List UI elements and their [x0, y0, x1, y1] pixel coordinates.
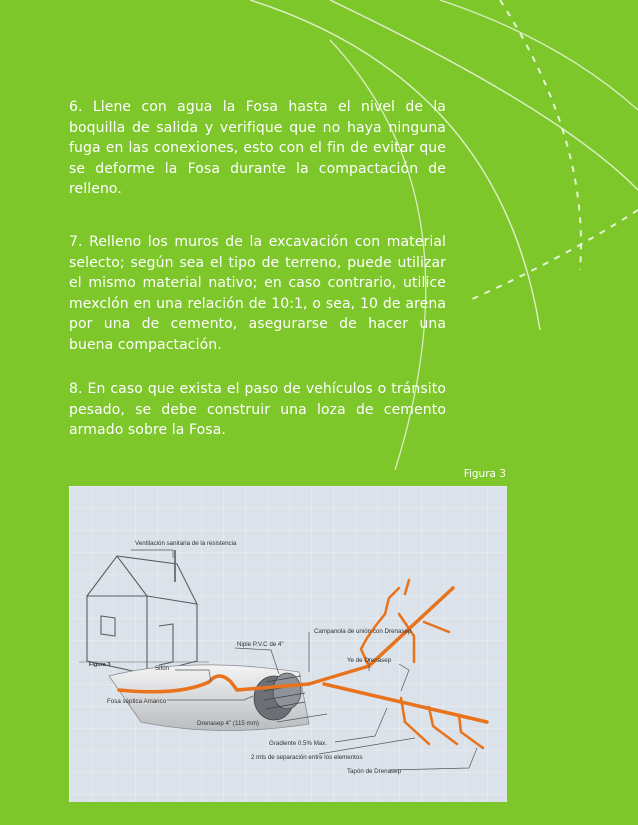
- label-separacion: 2 mts de separación entre los elementos: [251, 754, 363, 761]
- installation-diagram: [69, 486, 507, 802]
- label-drenasep: Drenasep 4" (115 mm): [197, 720, 259, 727]
- label-gradiente: Gradiente 0.5% Max.: [269, 740, 328, 747]
- figure-inner-label: Figura 3: [89, 662, 111, 668]
- label-tapon: Tapón de Drenasep: [347, 768, 402, 775]
- label-ye: Ye de Drenasep: [347, 657, 392, 664]
- label-campanola: Campanola de unión con Drenasep: [314, 628, 412, 635]
- decorative-curve-solid: [440, 0, 638, 110]
- instruction-paragraph-6: 6. Llene con agua la Fosa hasta el nivel de la boquilla de salida y verifique que no haya ninguna fuga en las conexiones, esto con el fin de evitar que se deforme la Fosa durante la compactación de relleno.: [69, 99, 446, 198]
- label-ventilacion: Ventilación sanitaria de la resistencia: [135, 540, 237, 547]
- figure-caption: Figura 3: [463, 468, 506, 480]
- label-niple: Niple P.V.C de 4": [237, 641, 284, 648]
- decorative-curve-dashed: [470, 210, 638, 300]
- label-fosa: Fosa séptica Amanco: [107, 698, 167, 705]
- instruction-paragraph-8: 8. En caso que exista el paso de vehículos o tránsito pesado, se debe construir una loza de cemento armado sobre la Fosa.: [69, 381, 446, 439]
- instruction-paragraph-7: 7. Relleno los muros de la excavación con material selecto; según sea el tipo de terreno, puede utilizar el mismo material nativo; en caso contrario, utilice mexclón en una relación de 10:1, o sea, 10 de arena por una de cemento, asegurarse de hacer una buena compactación.: [69, 234, 446, 353]
- label-sifon: Sifón: [155, 665, 170, 672]
